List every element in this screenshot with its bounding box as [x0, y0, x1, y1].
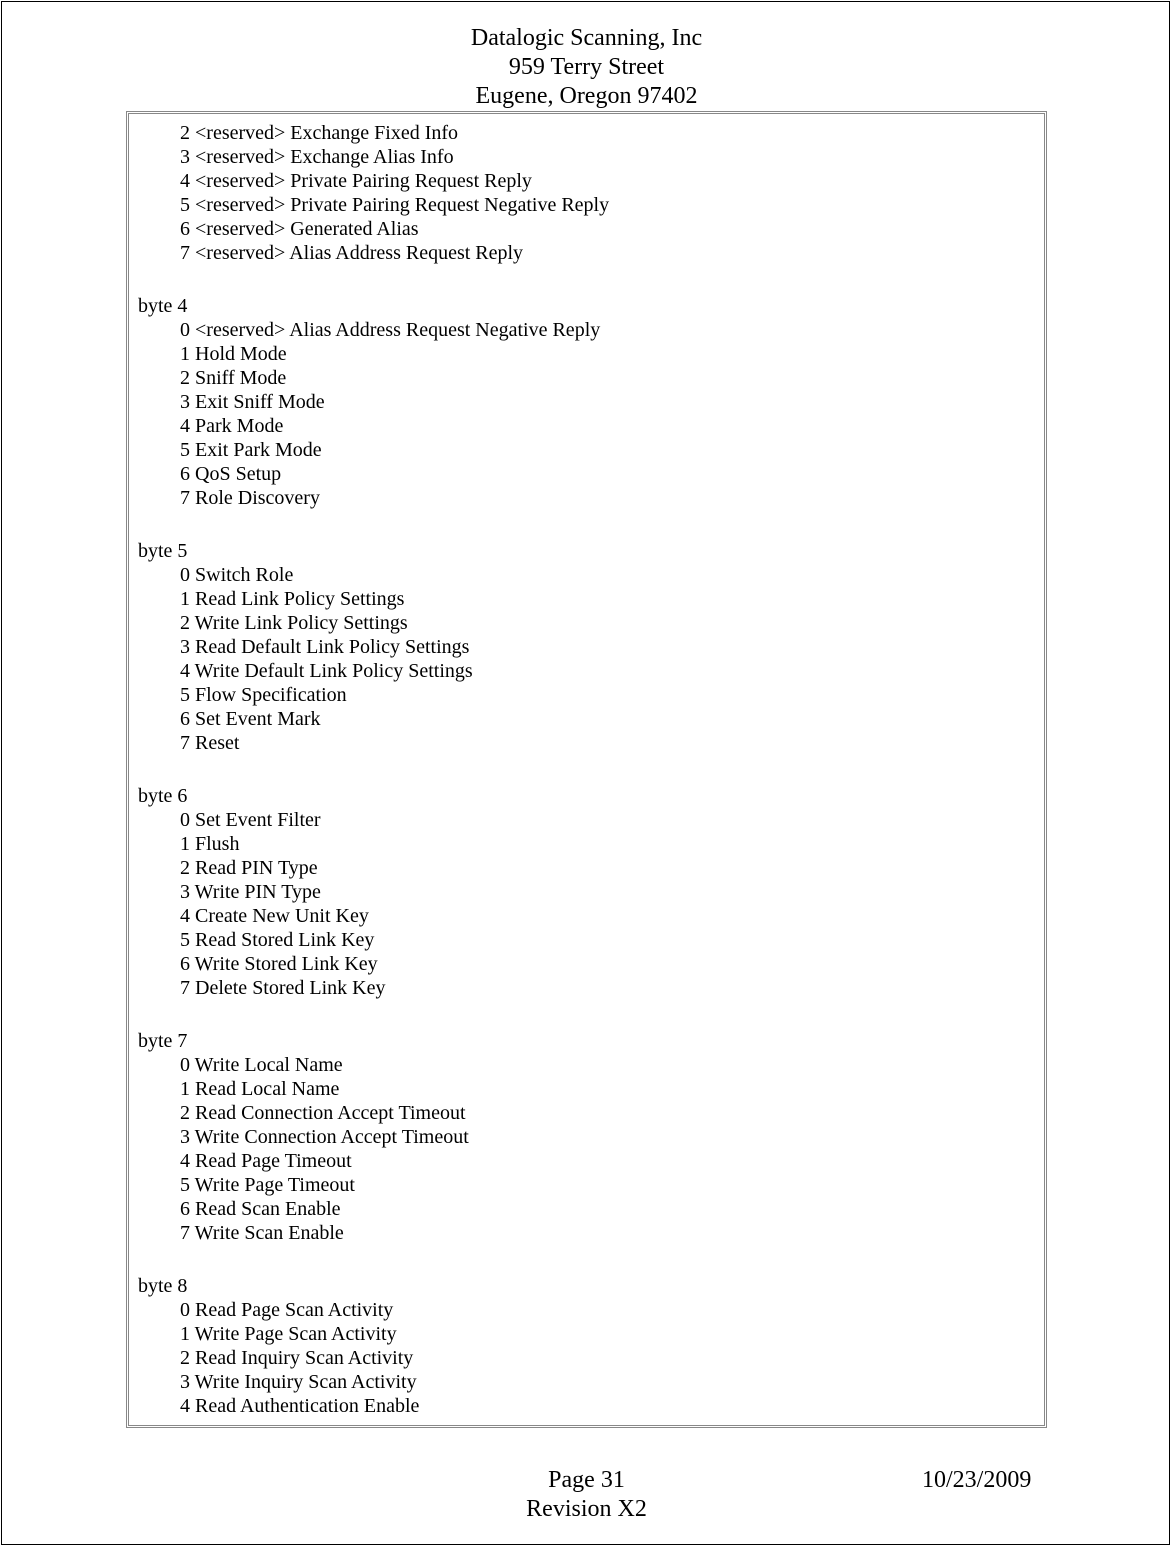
list-item: 5 Read Stored Link Key	[180, 929, 375, 951]
list-item: 4 Read Authentication Enable	[180, 1395, 420, 1417]
list-item: 7 Delete Stored Link Key	[180, 977, 386, 999]
list-item: 4 <reserved> Private Pairing Request Reply	[180, 170, 532, 192]
list-item: 1 Read Local Name	[180, 1078, 340, 1100]
list-item: 7 <reserved> Alias Address Request Reply	[180, 242, 524, 264]
list-item: 2 <reserved> Exchange Fixed Info	[180, 122, 459, 144]
list-item: 0 Read Page Scan Activity	[180, 1299, 394, 1321]
revision-label: Revision X2	[526, 1496, 647, 1522]
list-item: 6 Set Event Mark	[180, 708, 321, 730]
byte-label: byte 5	[138, 540, 188, 562]
list-item: 4 Create New Unit Key	[180, 905, 369, 927]
byte-group-7	[138, 1029, 1044, 1245]
list-item: 1 Write Page Scan Activity	[180, 1323, 397, 1345]
list-item: 6 Write Stored Link Key	[180, 953, 378, 975]
byte-label: byte 4	[138, 295, 188, 317]
list-item: 5 <reserved> Private Pairing Request Negative Reply	[180, 194, 610, 216]
list-item: 6 Read Scan Enable	[180, 1198, 341, 1220]
byte-label: byte 7	[138, 1030, 188, 1052]
list-item: 6 QoS Setup	[180, 463, 282, 485]
continued-list	[138, 121, 1044, 265]
list-item: 2 Sniff Mode	[180, 367, 287, 389]
list-item: 5 Write Page Timeout	[180, 1174, 355, 1196]
list-item: 1 Hold Mode	[180, 343, 287, 365]
list-item: 3 Write PIN Type	[180, 881, 321, 903]
byte-group-8	[138, 1274, 1044, 1418]
list-item: 4 Write Default Link Policy Settings	[180, 660, 473, 682]
document-date: 10/23/2009	[922, 1467, 1032, 1493]
list-item: 7 Write Scan Enable	[180, 1222, 344, 1244]
byte-group-4	[138, 294, 1044, 510]
byte-group-6	[138, 784, 1044, 1000]
company-name: Datalogic Scanning, Inc	[470, 25, 703, 51]
list-item: 0 Write Local Name	[180, 1054, 343, 1076]
list-item: 6 <reserved> Generated Alias	[180, 218, 419, 240]
list-item: 5 Exit Park Mode	[180, 439, 322, 461]
page-number: Page 31	[548, 1467, 625, 1493]
list-item: 3 Read Default Link Policy Settings	[180, 636, 470, 658]
list-item: 2 Read Inquiry Scan Activity	[180, 1347, 414, 1369]
list-item: 2 Read PIN Type	[180, 857, 318, 879]
list-item: 7 Role Discovery	[180, 487, 320, 509]
list-item: 1 Flush	[180, 833, 240, 855]
list-item: 0 <reserved> Alias Address Request Negative Reply	[180, 319, 601, 341]
byte-label: byte 8	[138, 1275, 188, 1297]
list-item: 5 Flow Specification	[180, 684, 347, 706]
list-item: 3 Write Inquiry Scan Activity	[180, 1371, 417, 1393]
byte-label: byte 6	[138, 785, 188, 807]
list-item: 3 Exit Sniff Mode	[180, 391, 325, 413]
list-item: 4 Park Mode	[180, 415, 284, 437]
byte-group-5	[138, 539, 1044, 755]
company-street: 959 Terry Street	[508, 54, 665, 80]
list-item: 0 Set Event Filter	[180, 809, 321, 831]
list-item: 4 Read Page Timeout	[180, 1150, 352, 1172]
content-box	[126, 111, 1047, 1428]
list-item: 0 Switch Role	[180, 564, 294, 586]
list-item: 2 Read Connection Accept Timeout	[180, 1102, 466, 1124]
list-item: 2 Write Link Policy Settings	[180, 612, 408, 634]
list-item: 7 Reset	[180, 732, 240, 754]
company-city: Eugene, Oregon 97402	[475, 83, 698, 109]
list-item: 3 <reserved> Exchange Alias Info	[180, 146, 454, 168]
list-item: 1 Read Link Policy Settings	[180, 588, 405, 610]
letterhead	[0, 24, 1173, 111]
list-item: 3 Write Connection Accept Timeout	[180, 1126, 469, 1148]
